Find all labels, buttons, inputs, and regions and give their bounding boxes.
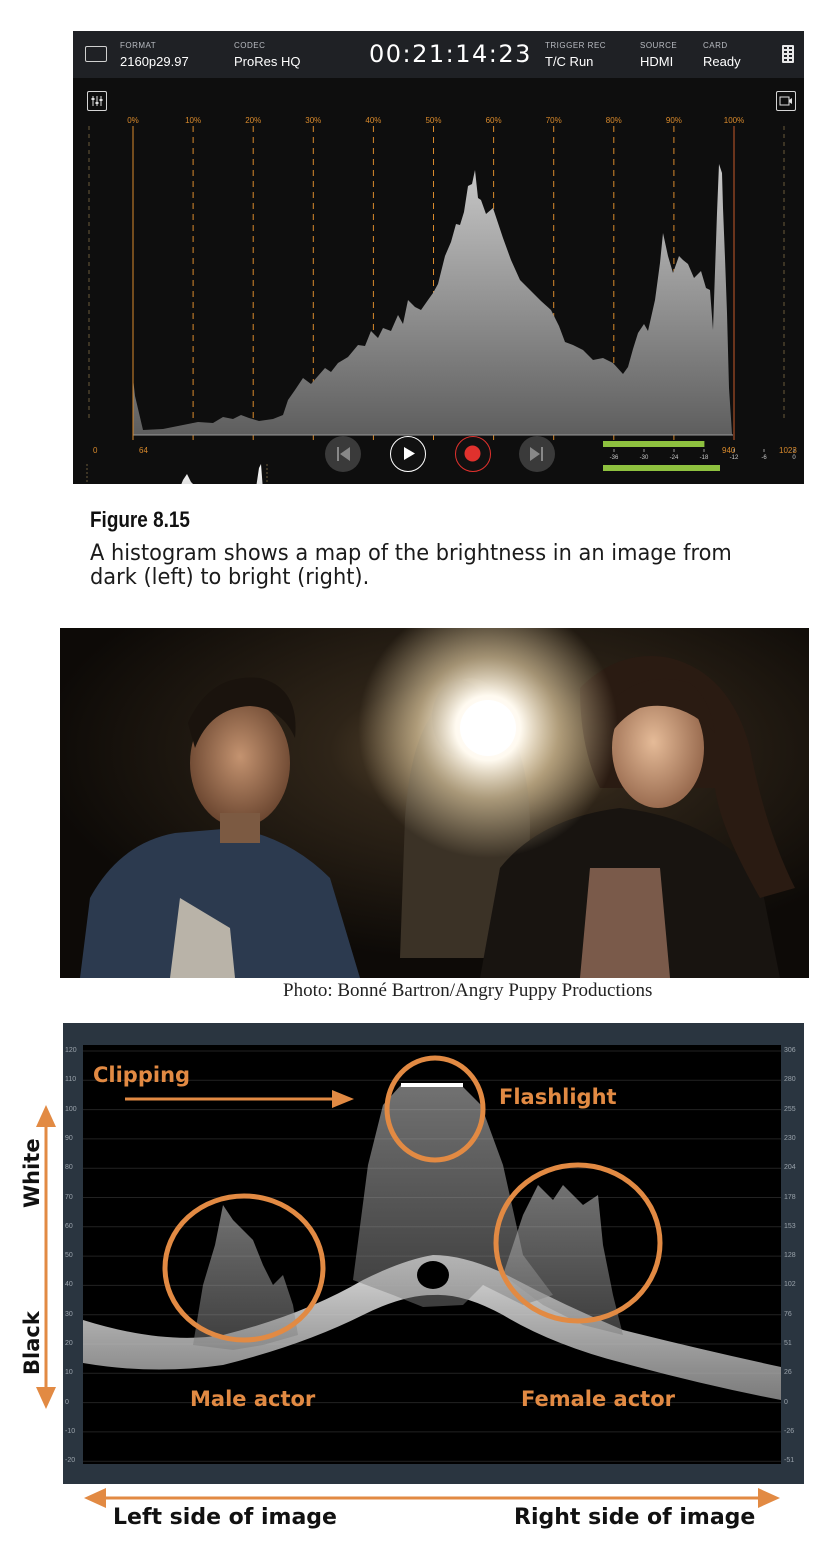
code-scale-label: 153 [784,1222,796,1230]
white-label: White [20,1138,44,1208]
ire-scale-label: -10 [65,1427,76,1435]
record-button[interactable] [455,436,491,472]
trigger-rec-label: TRIGGER REC [545,41,607,50]
right-arrowhead [758,1488,780,1508]
codec-label: CODEC [234,41,266,50]
histogram-area [73,78,804,484]
skip-back-icon [325,436,361,472]
code-tick-label: 1023 [779,446,797,455]
flashlight-label: Flashlight [499,1085,617,1109]
male-actor-circle [165,1196,323,1340]
code-scale-label: -26 [784,1427,795,1435]
trigger-rec-value[interactable]: T/C Run [545,54,594,69]
source-value[interactable]: HDMI [640,54,674,69]
percent-tick-label: 0% [127,116,139,125]
skip-back-button[interactable] [325,436,361,472]
code-scale-label: 255 [784,1105,796,1113]
recorder-histogram-screen [73,31,804,484]
code-scale-label: 178 [784,1193,796,1201]
percent-tick-label: 80% [605,116,622,125]
ire-scale-label: 50 [65,1252,73,1260]
display-icon[interactable] [85,46,107,62]
female-actor-circle [496,1165,660,1321]
ire-scale-label: -20 [65,1457,76,1465]
mini-histogram-frame [87,463,267,484]
ire-scale-label: 10 [65,1369,73,1377]
audio-tick-label: -6 [761,455,767,461]
percent-tick-label: 30% [305,116,322,125]
recorder-status-bar [73,31,804,78]
card-value[interactable]: Ready [703,54,741,69]
black-arrowhead [36,1387,56,1409]
ire-scale-label: 120 [65,1047,77,1054]
percent-tick-label: 50% [425,116,442,125]
percent-tick-label: 90% [665,116,682,125]
ire-scale-label: 30 [65,1310,73,1318]
female-actor-label: Female actor [521,1387,675,1411]
photo-credit: Photo: Bonné Bartron/Angry Puppy Productions [283,980,653,1001]
ire-scale-label: 70 [65,1193,73,1201]
audio-tick-label: -30 [639,455,649,461]
audio-tick-label: -12 [729,455,739,461]
audio-tick-label: -18 [699,455,709,461]
film-still-photo [60,628,809,978]
percent-tick-label: 20% [245,116,262,125]
skip-forward-icon [519,436,555,472]
right-side-label: Right side of image [514,1505,756,1530]
photo-illustration [60,628,809,978]
audio-tick-label: -36 [609,455,619,461]
ire-scale-label: 0 [65,1398,69,1406]
audio-meter-channel-2 [603,465,720,471]
male-actor-label: Male actor [190,1387,316,1411]
record-icon [456,437,489,470]
code-scale-label: 128 [784,1252,796,1260]
percent-tick-label: 40% [365,116,382,125]
code-scale-label: 51 [784,1340,792,1347]
code-tick-label: 940 [722,446,736,455]
audio-meter-channel-1 [603,441,704,447]
clipping-arrowhead [332,1090,354,1108]
left-arrowhead [84,1488,106,1508]
ire-scale-label: 90 [65,1134,73,1142]
play-icon [391,437,424,470]
code-tick-label: 0 [93,446,98,455]
figure-caption: A histogram shows a map of the brightness in an image from dark (left) to bright (right). [90,540,732,590]
grid-menu-icon[interactable] [782,45,794,63]
clipping-label: Clipping [93,1063,191,1087]
format-label: FORMAT [120,41,157,50]
percent-tick-label: 100% [723,116,745,125]
ire-scale-label: 20 [65,1340,73,1347]
skip-forward-button[interactable] [519,436,555,472]
flashlight-circle [387,1058,483,1160]
audio-tick-label: 0 [792,455,796,461]
code-scale-label: 26 [784,1369,792,1377]
ire-scale-label: 40 [65,1281,73,1289]
black-label: Black [20,1311,44,1375]
code-scale-label: 0 [784,1398,788,1406]
figure-label: Figure 8.15 [90,507,190,532]
codec-value[interactable]: ProRes HQ [234,54,301,69]
timecode-display: 00:21:14:23 [369,40,532,68]
code-scale-label: 204 [784,1164,796,1172]
percent-tick-label: 10% [185,116,202,125]
percent-labels [127,116,744,125]
code-scale-label: 306 [784,1047,796,1054]
code-scale-label: 230 [784,1134,796,1142]
play-button[interactable] [390,436,426,472]
code-tick-label: 64 [139,446,148,455]
ire-scale-label: 60 [65,1222,73,1230]
code-scale-label: 76 [784,1310,792,1318]
source-label: SOURCE [640,41,678,50]
camera-icon[interactable] [776,91,796,111]
code-scale-label: 280 [784,1076,796,1084]
code-scale-label: -51 [784,1457,795,1465]
ire-scale-label: 100 [65,1105,77,1113]
format-value[interactable]: 2160p29.97 [120,54,189,69]
percent-tick-label: 70% [545,116,562,125]
percent-tick-label: 60% [485,116,502,125]
adjust-sliders-icon[interactable] [87,91,107,111]
ire-scale-label: 110 [65,1076,77,1084]
audio-tick-label: -24 [669,455,679,461]
audio-meters [598,436,804,478]
waveform-annotations [0,1023,821,1553]
ire-scale-label: 80 [65,1164,73,1172]
left-side-label: Left side of image [113,1505,337,1530]
card-label: CARD [703,41,728,50]
white-arrowhead [36,1105,56,1127]
code-scale-label: 102 [784,1281,796,1289]
